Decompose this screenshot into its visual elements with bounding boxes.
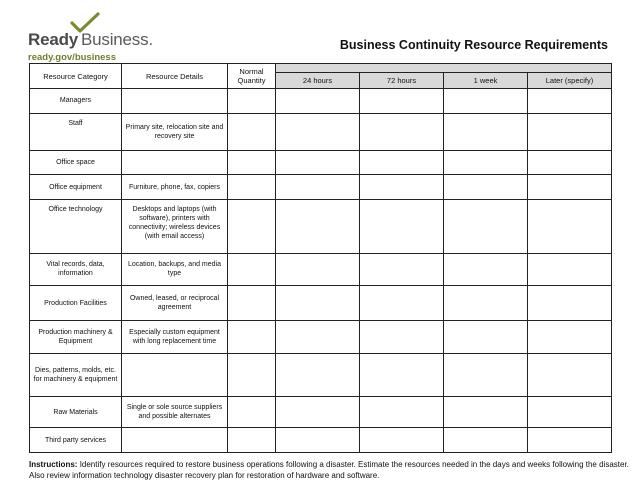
period-cell[interactable] (276, 113, 360, 150)
instructions-line-2: Also review information technology disaster recovery plan for restoration of hardware and software. (29, 471, 380, 480)
period-cell[interactable] (360, 150, 444, 175)
header-period-band (276, 64, 612, 73)
instructions-line-1: Identify resources required to restore business operations following a disaster. Estimate the resources needed in the days and weeks following the disaster. (79, 460, 629, 469)
instructions (29, 459, 629, 481)
period-cell[interactable] (276, 89, 360, 114)
period-cell[interactable] (528, 321, 612, 354)
table-row (30, 113, 612, 150)
period-cell[interactable] (528, 354, 612, 397)
details-cell[interactable]: Single or sole source suppliers and possible alternates (122, 397, 228, 428)
period-cell[interactable] (360, 253, 444, 286)
period-cell[interactable] (276, 354, 360, 397)
period-cell[interactable] (360, 321, 444, 354)
details-cell[interactable]: Desktops and laptops (with software), printers with connectivity; wireless devices (with email access) (122, 200, 228, 253)
period-cell[interactable] (276, 286, 360, 321)
quantity-cell[interactable] (228, 253, 276, 286)
period-cell[interactable] (528, 397, 612, 428)
category-cell: Production machinery & Equipment (30, 321, 122, 354)
page-title: Business Continuity Resource Requirements (339, 38, 608, 52)
quantity-cell[interactable] (228, 200, 276, 253)
period-cell[interactable] (360, 175, 444, 200)
table-row (30, 253, 612, 286)
period-cell[interactable] (444, 321, 528, 354)
category-cell: Production Facilities (30, 286, 122, 321)
header-normal-quantity: Normal Quantity (228, 64, 276, 89)
table-row (30, 200, 612, 253)
category-cell: Office equipment (30, 175, 122, 200)
period-cell[interactable] (276, 150, 360, 175)
period-cell[interactable] (444, 200, 528, 253)
category-cell: Staff (30, 113, 122, 150)
period-cell[interactable] (276, 175, 360, 200)
period-cell[interactable] (276, 253, 360, 286)
details-cell[interactable]: Owned, leased, or reciprocal agreement (122, 286, 228, 321)
details-cell[interactable] (122, 428, 228, 453)
period-cell[interactable] (444, 175, 528, 200)
period-cell[interactable] (444, 286, 528, 321)
category-cell: Vital records, data, information (30, 253, 122, 286)
category-cell: Raw Materials (30, 397, 122, 428)
quantity-cell[interactable] (228, 397, 276, 428)
period-cell[interactable] (528, 286, 612, 321)
period-cell[interactable] (360, 286, 444, 321)
period-cell[interactable] (276, 397, 360, 428)
ready-business-logo (28, 12, 168, 64)
table-row (30, 354, 612, 397)
table-row (30, 286, 612, 321)
details-cell[interactable]: Furniture, phone, fax, copiers (122, 175, 228, 200)
details-cell[interactable]: Location, backups, and media type (122, 253, 228, 286)
table-row (30, 89, 612, 114)
details-cell[interactable] (122, 150, 228, 175)
period-cell[interactable] (528, 150, 612, 175)
details-cell[interactable]: Primary site, relocation site and recovery site (122, 113, 228, 150)
period-cell[interactable] (528, 428, 612, 453)
category-cell: Office space (30, 150, 122, 175)
quantity-cell[interactable] (228, 150, 276, 175)
table-row (30, 150, 612, 175)
table-row (30, 397, 612, 428)
category-cell: Office technology (30, 200, 122, 253)
header-resource-details: Resource Details (122, 64, 228, 89)
period-cell[interactable] (360, 397, 444, 428)
table-row (30, 321, 612, 354)
header-72-hours: 72 hours (360, 73, 444, 89)
period-cell[interactable] (360, 200, 444, 253)
period-cell[interactable] (360, 428, 444, 453)
quantity-cell[interactable] (228, 428, 276, 453)
period-cell[interactable] (276, 200, 360, 253)
quantity-cell[interactable] (228, 286, 276, 321)
header-1-week: 1 week (444, 73, 528, 89)
category-cell: Dies, patterns, molds, etc. for machinery & equipment (30, 354, 122, 397)
period-cell[interactable] (528, 89, 612, 114)
period-cell[interactable] (360, 89, 444, 114)
details-cell[interactable] (122, 354, 228, 397)
details-cell[interactable] (122, 89, 228, 114)
period-cell[interactable] (444, 113, 528, 150)
header-later-specify: Later (specify) (528, 73, 612, 89)
period-cell[interactable] (444, 397, 528, 428)
period-cell[interactable] (528, 253, 612, 286)
header-24-hours: 24 hours (276, 73, 360, 89)
period-cell[interactable] (528, 200, 612, 253)
category-cell: Managers (30, 89, 122, 114)
instructions-label: Instructions: (29, 460, 78, 469)
period-cell[interactable] (360, 354, 444, 397)
quantity-cell[interactable] (228, 175, 276, 200)
table-row (30, 175, 612, 200)
table-row (30, 428, 612, 453)
quantity-cell[interactable] (228, 113, 276, 150)
period-cell[interactable] (444, 150, 528, 175)
category-cell: Third party services (30, 428, 122, 453)
quantity-cell[interactable] (228, 89, 276, 114)
period-cell[interactable] (528, 113, 612, 150)
period-cell[interactable] (360, 113, 444, 150)
period-cell[interactable] (276, 321, 360, 354)
quantity-cell[interactable] (228, 321, 276, 354)
period-cell[interactable] (444, 428, 528, 453)
logo-wordmark (28, 30, 153, 50)
quantity-cell[interactable] (228, 354, 276, 397)
header-resource-category: Resource Category (30, 64, 122, 89)
period-cell[interactable] (444, 253, 528, 286)
logo-business: Business. (81, 30, 153, 49)
period-cell[interactable] (444, 354, 528, 397)
resource-requirements-table (29, 63, 612, 453)
logo-ready: Ready (28, 30, 79, 49)
period-cell[interactable] (444, 89, 528, 114)
logo-url[interactable]: ready.gov/business (28, 52, 116, 63)
period-cell[interactable] (528, 175, 612, 200)
period-cell[interactable] (276, 428, 360, 453)
details-cell[interactable]: Especially custom equipment with long replacement time (122, 321, 228, 354)
